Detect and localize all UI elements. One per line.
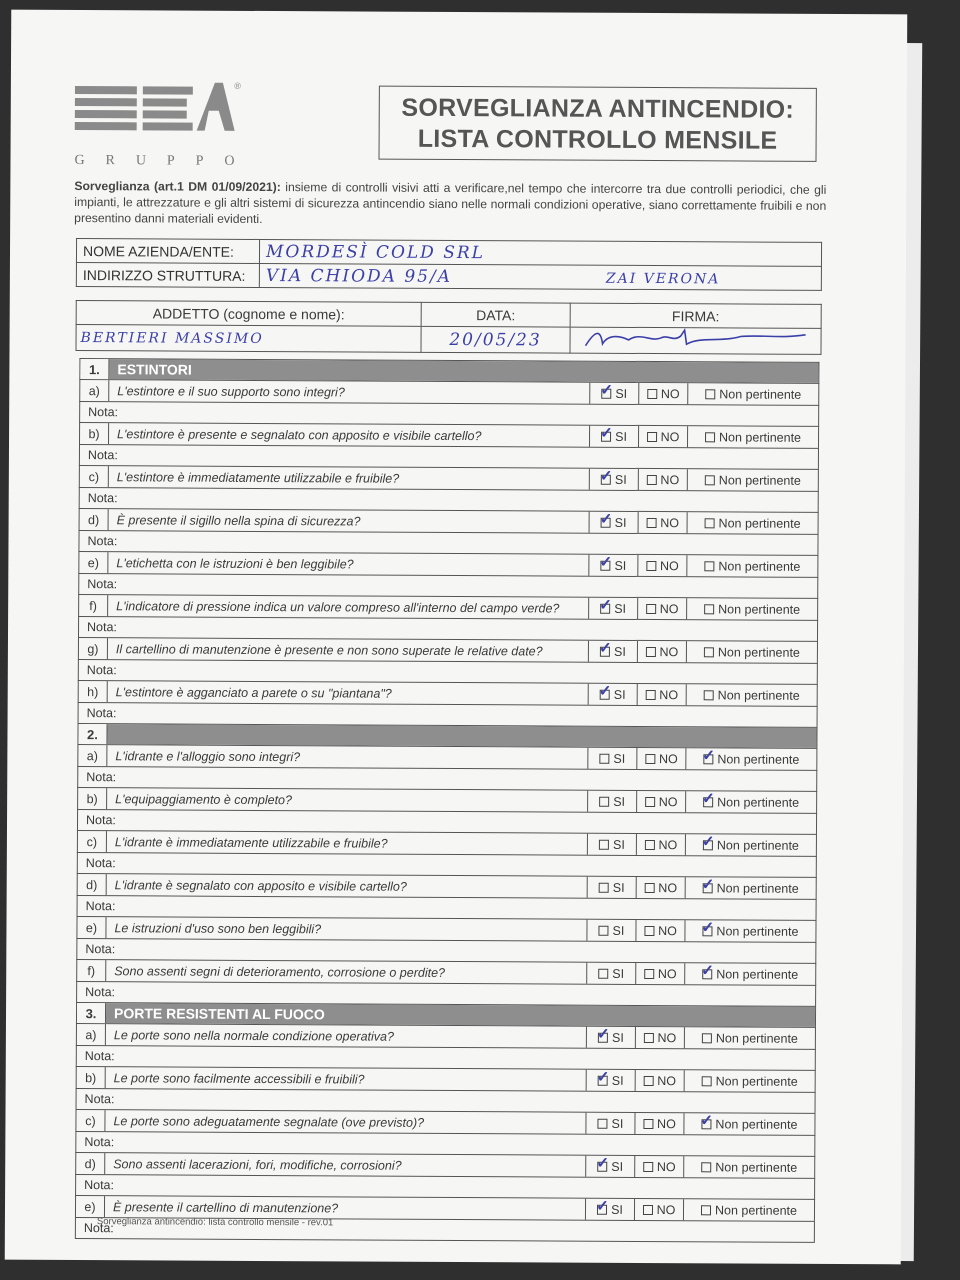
option-label: Non pertinente	[717, 644, 800, 660]
company-label: NOME AZIENDA/ENTE:	[76, 239, 259, 264]
option-label: SI	[613, 794, 626, 809]
checkbox[interactable]	[598, 968, 608, 978]
document-title	[378, 86, 816, 162]
address-zone: ZAI VERONA	[605, 270, 721, 287]
question-row	[76, 1066, 816, 1092]
nota-row[interactable]: Nota:	[77, 852, 817, 877]
question-letter: b)	[77, 1067, 106, 1088]
checkbox[interactable]	[600, 646, 610, 656]
footer-text: Sorveglianza antincendio: lista controllo mensile - rev.01	[96, 1216, 334, 1229]
option-si[interactable]	[590, 512, 639, 533]
option-no[interactable]	[638, 598, 687, 619]
option-label: SI	[611, 1116, 624, 1131]
option-no[interactable]	[636, 920, 685, 941]
nota-row[interactable]: Nota:	[75, 1131, 815, 1156]
logo-registered-mark: ®	[234, 80, 241, 91]
question-text: L'estintore è agganciato a parete o su "piantana"?	[108, 681, 589, 705]
option-label: NO	[657, 1073, 677, 1088]
option-label: NO	[660, 515, 680, 530]
option-no[interactable]	[635, 1113, 684, 1134]
checkbox[interactable]	[646, 474, 656, 484]
option-label: SI	[615, 429, 627, 444]
question-text: L'indicatore di pressione indica un valore compreso all'interno del campo verde?	[108, 595, 589, 619]
question-text: Il cartellino di manutenzione è presente e non sono superate le relative date?	[108, 638, 589, 662]
checkbox[interactable]	[645, 753, 655, 763]
option-si[interactable]	[590, 426, 639, 447]
option-label: SI	[612, 880, 625, 895]
option-no[interactable]	[637, 748, 686, 769]
question-row	[75, 1152, 815, 1178]
option-label: NO	[658, 837, 678, 852]
checkbox[interactable]	[645, 839, 655, 849]
question-row	[77, 787, 817, 813]
checkbox[interactable]	[705, 475, 715, 485]
option-label: NO	[658, 923, 677, 938]
question-row	[75, 1109, 815, 1135]
option-label: SI	[614, 515, 627, 530]
address-value: VIA CHIODA 95/A	[265, 265, 453, 287]
question-row	[76, 1023, 816, 1049]
option-si[interactable]	[587, 1070, 636, 1091]
signature-field[interactable]	[570, 327, 821, 354]
question-letter: a)	[80, 380, 109, 401]
option-label: SI	[611, 1030, 624, 1045]
option-no[interactable]	[637, 834, 686, 855]
option-label: Non pertinente	[715, 1159, 798, 1175]
question-letter: c)	[80, 466, 109, 487]
option-si[interactable]	[589, 555, 638, 576]
intro-bold: Sorveglianza (art.1 DM 01/09/2021):	[74, 178, 281, 195]
question-text: L'idrante e l'alloggio sono integri?	[107, 745, 588, 769]
option-np[interactable]	[686, 877, 816, 899]
checkbox[interactable]	[703, 840, 713, 850]
company-table	[76, 238, 822, 291]
nota-row[interactable]: Nota:	[79, 444, 819, 469]
question-letter: c)	[76, 1110, 105, 1131]
checkbox[interactable]	[703, 883, 713, 893]
option-label: SI	[613, 751, 626, 766]
question-letter: d)	[80, 509, 109, 530]
option-label: NO	[659, 558, 679, 573]
checkbox[interactable]	[646, 646, 656, 656]
option-label: NO	[658, 794, 678, 809]
option-np[interactable]	[688, 383, 818, 405]
checkbox[interactable]	[601, 388, 611, 398]
option-no[interactable]	[636, 1070, 685, 1091]
checkbox[interactable]	[599, 796, 609, 806]
question-letter: h)	[79, 681, 108, 702]
logo-letter: P	[166, 153, 175, 169]
option-label: Non pertinente	[718, 601, 801, 617]
sign-label: FIRMA:	[570, 303, 821, 328]
option-no[interactable]	[639, 426, 688, 447]
option-label: NO	[659, 644, 679, 659]
option-np[interactable]	[687, 598, 817, 620]
checkbox[interactable]	[601, 517, 611, 527]
option-label: SI	[611, 1073, 624, 1088]
checkbox[interactable]	[644, 968, 654, 978]
section-title	[107, 724, 816, 748]
option-label: NO	[660, 472, 680, 487]
question-letter: e)	[79, 552, 108, 573]
nota-row[interactable]: Nota:	[79, 401, 819, 426]
option-si[interactable]	[586, 1156, 635, 1177]
option-si[interactable]	[590, 469, 639, 490]
checkbox[interactable]	[701, 1162, 711, 1172]
checkbox[interactable]	[705, 389, 715, 399]
option-np[interactable]	[687, 641, 817, 663]
checkbox[interactable]	[645, 689, 655, 699]
address-label: INDIRIZZO STRUTTURA:	[76, 263, 259, 288]
option-label: Non pertinente	[719, 386, 802, 402]
option-label: NO	[657, 966, 677, 981]
title-line-2: LISTA CONTROLLO MENSILE	[417, 124, 778, 155]
option-label: Non pertinente	[717, 794, 800, 810]
question-letter: f)	[79, 595, 108, 616]
nota-row[interactable]: Nota:	[75, 1174, 815, 1199]
option-np[interactable]	[684, 1156, 814, 1178]
option-np[interactable]	[684, 1199, 814, 1221]
option-np[interactable]	[688, 469, 818, 491]
checkbox[interactable]	[702, 969, 712, 979]
question-text: Le porte sono facilmente accessibili e fruibili?	[106, 1067, 587, 1091]
option-label: Non pertinente	[718, 472, 801, 488]
nota-row[interactable]: Nota:	[78, 702, 818, 727]
question-row	[79, 379, 819, 405]
checkbox[interactable]	[599, 839, 609, 849]
question-row	[78, 637, 818, 663]
option-si[interactable]	[586, 1199, 635, 1220]
question-text: Le porte sono adeguatamente segnalate (ove previsto)?	[105, 1110, 586, 1134]
question-text: L'idrante è immediatamente utilizzabile e fruibile?	[107, 831, 588, 855]
question-letter: c)	[78, 831, 107, 852]
option-label: Non pertinente	[715, 1073, 798, 1089]
checkbox[interactable]	[643, 1118, 653, 1128]
option-label: SI	[612, 923, 625, 938]
option-label: NO	[658, 751, 678, 766]
checkbox[interactable]	[647, 431, 657, 441]
option-no[interactable]	[637, 877, 686, 898]
nota-row[interactable]: Nota:	[78, 530, 818, 555]
staff-table	[75, 300, 821, 355]
section-title: PORTE RESISTENTI AL FUOCO	[106, 1003, 815, 1027]
question-row	[78, 680, 818, 706]
question-row	[76, 916, 816, 942]
question-text: È presente il sigillo nella spina di sicurezza?	[109, 509, 590, 533]
option-np[interactable]	[685, 1070, 815, 1092]
option-si[interactable]	[589, 641, 638, 662]
checkbox[interactable]	[597, 1204, 607, 1214]
nota-row[interactable]: Nota:	[76, 1045, 816, 1070]
section-header	[76, 1002, 816, 1027]
checkbox[interactable]	[646, 560, 656, 570]
intro-paragraph	[74, 178, 826, 230]
title-line-1: SORVEGLIANZA ANTINCENDIO:	[401, 93, 795, 124]
option-label: SI	[614, 558, 627, 573]
nota-row[interactable]: Nota:	[79, 487, 819, 512]
checkbox[interactable]	[601, 431, 611, 441]
option-np[interactable]	[686, 834, 816, 856]
option-label: NO	[657, 1116, 676, 1131]
question-letter: d)	[78, 874, 107, 895]
checkbox[interactable]	[601, 474, 611, 484]
option-label: Non pertinente	[716, 837, 799, 853]
option-label: SI	[614, 601, 627, 616]
checkbox[interactable]	[702, 1076, 712, 1086]
checkbox[interactable]	[703, 797, 713, 807]
section-header	[77, 723, 817, 748]
option-np[interactable]	[686, 748, 816, 770]
checkbox[interactable]	[647, 388, 657, 398]
company-logo	[74, 78, 245, 177]
option-no[interactable]	[636, 963, 685, 984]
question-row	[79, 465, 819, 491]
option-si[interactable]	[590, 383, 639, 404]
checkbox[interactable]	[704, 561, 714, 571]
option-label: Non pertinente	[717, 751, 800, 767]
option-np[interactable]	[686, 791, 816, 813]
question-letter: a)	[77, 1024, 106, 1045]
nota-row[interactable]: Nota:	[77, 766, 817, 791]
intro-text: insieme di controlli visivi atti a verificare,nel tempo che intercorre tra due controlli periodici, che gli impianti, le attrezzature e gli altri sistemi di sicurezza antincendio siano nelle normali condizioni operative, siano correttamente fruibili e non presentino danni materiali evidenti.	[74, 180, 827, 226]
addetto-value: BERTIERI MASSIMO	[80, 330, 264, 347]
option-np[interactable]	[684, 1113, 814, 1135]
checkbox[interactable]	[643, 1075, 653, 1085]
option-label: Non pertinente	[716, 923, 799, 939]
logo-letter: R	[105, 153, 115, 169]
checkbox[interactable]	[599, 925, 609, 935]
option-no[interactable]	[635, 1156, 684, 1177]
option-label: SI	[611, 1202, 623, 1217]
checkbox[interactable]	[703, 754, 713, 764]
nota-row[interactable]: Nota:	[76, 938, 816, 963]
option-si[interactable]	[588, 791, 637, 812]
checklist	[75, 358, 820, 1243]
logo-letter: P	[195, 153, 204, 169]
option-label: NO	[660, 429, 680, 444]
question-text: L'estintore e il suo supporto sono integri?	[109, 380, 590, 404]
option-np[interactable]	[688, 426, 818, 448]
option-label: SI	[613, 644, 626, 659]
option-no[interactable]	[639, 512, 688, 533]
option-si[interactable]	[588, 834, 637, 855]
nota-row[interactable]: Nota:	[77, 809, 817, 834]
checkbox[interactable]	[599, 882, 609, 892]
question-letter: f)	[77, 960, 106, 981]
question-text: L'estintore è immediatamente utilizzabile e fruibile?	[109, 466, 590, 490]
section-number: 1.	[80, 359, 109, 379]
question-letter: g)	[79, 638, 108, 659]
option-label: SI	[612, 837, 625, 852]
option-label: SI	[612, 966, 625, 981]
option-label: Non pertinente	[716, 966, 799, 982]
option-label: NO	[657, 1030, 677, 1045]
question-text: Le porte sono nella normale condizione operativa?	[106, 1024, 587, 1048]
address-field[interactable]	[259, 263, 821, 290]
logo-subtitle	[74, 153, 234, 170]
checkbox[interactable]	[598, 1032, 608, 1042]
question-letter: b)	[80, 423, 109, 444]
option-np[interactable]	[685, 1027, 815, 1049]
checkbox[interactable]	[598, 1075, 608, 1085]
checkbox[interactable]	[701, 1205, 711, 1215]
checkbox[interactable]	[644, 882, 654, 892]
option-label: NO	[658, 880, 678, 895]
checkbox[interactable]	[600, 603, 610, 613]
question-row	[77, 873, 817, 899]
question-text: È presente il cartellino di manutenzione?	[105, 1196, 586, 1220]
question-text: Sono assenti lacerazioni, fori, modifiche, corrosioni?	[105, 1153, 586, 1177]
option-si[interactable]	[589, 598, 638, 619]
option-si[interactable]	[586, 1113, 635, 1134]
addetto-label: ADDETTO (cognome e nome):	[76, 301, 421, 327]
section-header	[79, 358, 819, 383]
checkbox[interactable]	[704, 647, 714, 657]
option-si[interactable]	[587, 920, 636, 941]
option-si[interactable]	[587, 963, 636, 984]
option-label: Non pertinente	[718, 515, 801, 531]
option-np[interactable]	[688, 512, 818, 534]
question-text: L'idrante è segnalato con apposito e visibile cartello?	[107, 874, 588, 898]
option-label: NO	[659, 601, 679, 616]
nota-row[interactable]: Nota:	[77, 895, 817, 920]
option-np[interactable]	[687, 684, 817, 706]
option-si[interactable]	[588, 877, 637, 898]
option-label: Non pertinente	[714, 1202, 798, 1218]
question-letter: a)	[78, 745, 107, 766]
checkbox[interactable]	[702, 926, 712, 936]
option-label: SI	[614, 472, 627, 487]
option-label: SI	[615, 386, 628, 401]
option-no[interactable]	[638, 684, 687, 705]
option-label: Non pertinente	[718, 429, 802, 445]
question-text: Sono assenti segni di deterioramento, corrosione o perdite?	[106, 960, 587, 984]
checkbox[interactable]	[600, 689, 610, 699]
checkbox[interactable]	[644, 925, 654, 935]
nota-row[interactable]: Nota:	[76, 981, 816, 1006]
logo-graphic	[75, 78, 235, 139]
section-title: ESTINTORI	[109, 359, 818, 383]
question-text: Le istruzioni d'uso sono ben leggibili?	[106, 917, 587, 941]
option-np[interactable]	[685, 963, 815, 985]
question-row	[76, 959, 816, 985]
checkbox[interactable]	[704, 690, 714, 700]
question-row	[79, 508, 819, 534]
checkbox[interactable]	[600, 560, 610, 570]
option-label: SI	[613, 687, 626, 702]
question-row	[77, 830, 817, 856]
question-text: L'etichetta con le istruzioni è ben leggibile?	[108, 552, 589, 576]
option-label: NO	[656, 1202, 676, 1217]
date-label: DATA:	[421, 302, 570, 327]
nota-row[interactable]: Nota:	[78, 616, 818, 641]
option-no[interactable]	[639, 383, 688, 404]
nota-row[interactable]: Nota:	[78, 659, 818, 684]
question-letter: b)	[78, 788, 107, 809]
date-field[interactable]	[421, 326, 570, 353]
option-no[interactable]	[638, 641, 687, 662]
logo-letter: U	[135, 153, 146, 169]
option-si[interactable]	[587, 1027, 636, 1048]
option-label: Non pertinente	[717, 687, 800, 703]
option-label: SI	[611, 1159, 624, 1174]
signature-mark	[581, 328, 811, 351]
checkbox[interactable]	[646, 517, 656, 527]
checkbox[interactable]	[702, 1033, 712, 1043]
checkbox[interactable]	[705, 518, 715, 528]
option-label: Non pertinente	[716, 880, 799, 896]
checkbox[interactable]	[644, 1032, 654, 1042]
option-label: Non pertinente	[715, 1030, 798, 1046]
checkbox[interactable]	[597, 1161, 607, 1171]
option-np[interactable]	[685, 920, 815, 942]
question-row	[77, 744, 817, 770]
option-si[interactable]	[589, 684, 638, 705]
checkbox[interactable]	[599, 753, 609, 763]
option-no[interactable]	[639, 469, 688, 490]
question-letter: e)	[77, 917, 106, 938]
nota-row[interactable]: Nota:	[75, 1217, 815, 1243]
company-field[interactable]	[259, 239, 821, 266]
option-label: NO	[659, 687, 679, 702]
nota-row[interactable]: Nota:	[78, 573, 818, 598]
section-number: 3.	[77, 1003, 106, 1023]
option-si[interactable]	[588, 748, 637, 769]
document-page	[5, 10, 908, 1265]
question-letter: e)	[76, 1196, 105, 1217]
checkbox[interactable]	[598, 1118, 608, 1128]
question-row	[78, 594, 818, 620]
question-letter: d)	[76, 1153, 105, 1174]
checkbox[interactable]	[705, 432, 715, 442]
company-value: MORDESÌ COLD SRL	[265, 241, 486, 263]
option-no[interactable]	[636, 1027, 685, 1048]
option-np[interactable]	[687, 555, 817, 577]
checkbox[interactable]	[646, 603, 656, 613]
option-label: Non pertinente	[715, 1116, 798, 1132]
option-no[interactable]	[635, 1199, 684, 1220]
section-number: 2.	[78, 724, 107, 744]
option-label: NO	[660, 386, 680, 401]
checkbox[interactable]	[643, 1204, 653, 1214]
checkbox[interactable]	[701, 1119, 711, 1129]
logo-letter: O	[224, 153, 235, 169]
nota-row[interactable]: Nota:	[76, 1088, 816, 1113]
question-row	[79, 422, 819, 448]
option-no[interactable]	[637, 791, 686, 812]
checkbox[interactable]	[643, 1161, 653, 1171]
option-label: Non pertinente	[718, 558, 801, 574]
logo-letter: G	[74, 152, 85, 169]
option-label: NO	[656, 1159, 676, 1174]
date-value: 20/05/23	[449, 329, 542, 350]
question-text: L'equipaggiamento è completo?	[107, 788, 588, 812]
question-text: L'estintore è presente e segnalato con apposito e visibile cartello?	[109, 423, 590, 447]
option-no[interactable]	[638, 555, 687, 576]
checkbox[interactable]	[645, 796, 655, 806]
addetto-field[interactable]	[76, 325, 421, 353]
question-row	[78, 551, 818, 577]
checkbox[interactable]	[704, 604, 714, 614]
